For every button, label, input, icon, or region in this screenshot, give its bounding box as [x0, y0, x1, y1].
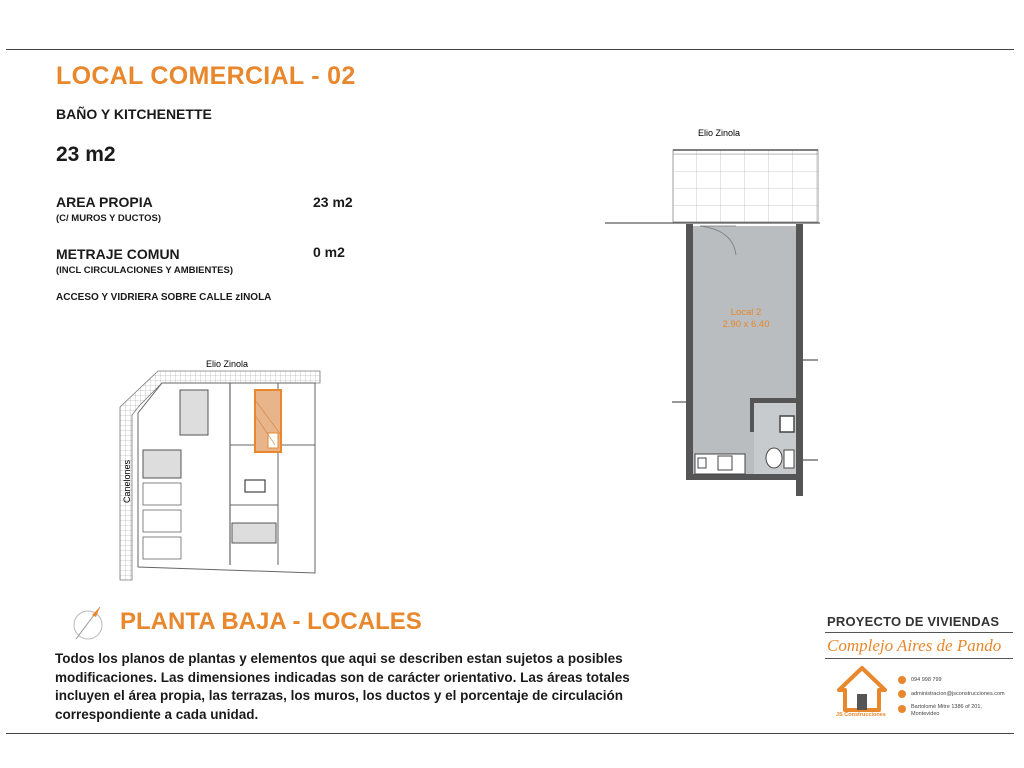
common-area-value: 0 m2: [313, 244, 345, 260]
access-note: ACCESO Y VIDRIERA SOBRE CALLE zINOLA: [56, 292, 272, 303]
north-compass-icon: [68, 603, 108, 643]
project-label: PROYECTO DE VIVIENDAS: [827, 614, 1000, 629]
page-subtitle: BAÑO Y KITCHENETTE: [56, 106, 212, 122]
phone-icon: [898, 676, 906, 684]
disclaimer-text: Todos los planos de plantas y elementos que aqui se describen estan sujetos a posibles modificaciones. Las dimensiones indicadas son de carácter orientativo. Las áreas totales incluyen el área propia, las terrazas, los muros, los ductos y el porcentaje de circulación correspondiente a cada unidad.: [55, 651, 630, 722]
contact-address: Bartolomé Mitre 1386 of 201, Montevideo: [911, 704, 982, 717]
own-area-label: AREA PROPIA: [56, 194, 153, 210]
email-icon: [898, 690, 906, 698]
own-area-value: 23 m2: [313, 194, 353, 210]
unit-dimensions: 2.90 x 6.40: [722, 319, 770, 330]
bottom-rule: [6, 733, 1014, 734]
company-name: JS Construcciones: [836, 712, 886, 718]
unit-name: Local 2: [730, 307, 762, 318]
project-divider-top: [825, 632, 1013, 633]
top-rule: [6, 49, 1014, 50]
project-divider-bottom: [825, 658, 1013, 659]
own-area-note: (C/ MUROS Y DUCTOS): [56, 213, 162, 224]
location-icon: [898, 705, 906, 713]
unit-plan: [600, 120, 830, 500]
total-area: 23 m2: [56, 143, 116, 166]
unit-plan-street: Elio Zinola: [698, 128, 741, 138]
page-title: LOCAL COMERCIAL - 02: [56, 62, 356, 90]
contact-email: administracion@jsconstrucciones.com: [911, 691, 1005, 697]
site-plan-street-side: Canelones: [122, 459, 132, 503]
site-plan: [110, 355, 325, 585]
project-name: Complejo Aires de Pando: [827, 636, 1002, 655]
site-plan-street-top: Elio Zinola: [206, 359, 249, 369]
section-title: PLANTA BAJA - LOCALES: [120, 608, 422, 635]
contact-phone: 094 998 799: [911, 677, 942, 683]
common-area-label: METRAJE COMUN: [56, 246, 180, 262]
common-area-note: (INCL CIRCULACIONES Y AMBIENTES): [56, 265, 233, 276]
